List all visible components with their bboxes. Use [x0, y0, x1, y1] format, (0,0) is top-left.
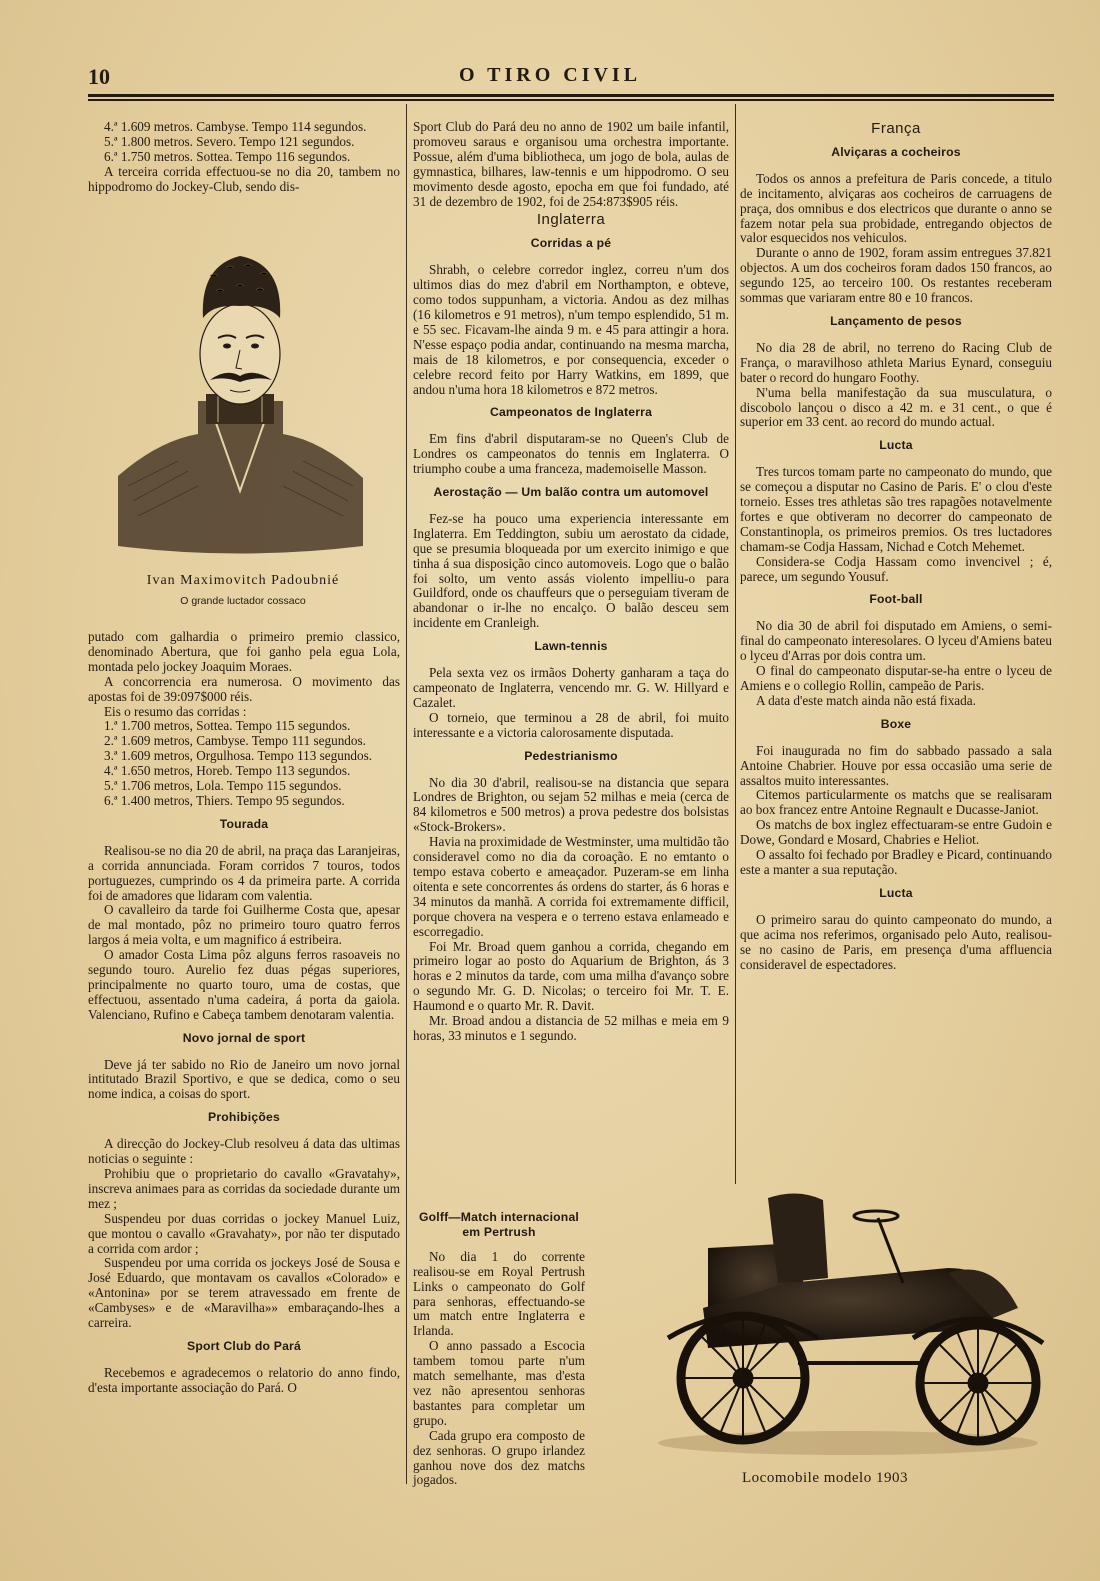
result-line: 6.ª 1.750 metros. Sottea. Tempo 116 segundos. — [104, 148, 351, 164]
result-line: 6.ª 1.400 metros, Thiers. Tempo 95 segundos. — [104, 792, 345, 808]
page-number: 10 — [88, 64, 110, 89]
column-2-golf — [413, 1210, 585, 1488]
paragraph: O final do campeonato disputar-se-ha entre o lyceu de Amiens e o collegio Rollin, campeão de Paris. — [740, 663, 1052, 693]
paragraph: Fez-se ha pouco uma experiencia interessante em Inglaterra. Em Teddington, subiu um aerostato da cidade, que se presumia bloqueada por um exercito inimigo e que tinha á sua disposição cinco automoveis. Logo que o balão foi solto, um vento assás violento impelliu-o para Guildford, onde os chauffeurs que o perseguiam tiveram de abandonar o ir-lhe no encalço. O balão desceu sem incidente em Cranleigh. — [413, 510, 729, 631]
paragraph: Suspendeu por uma corrida os jockeys José de Sousa e José Eduardo, que montavam os cavallos «Colorado» e «Antonina» por se terem atravessado em frente de «Cambyses» e de «Maravilha»» embaraçando-lhes a carreira. — [88, 1255, 400, 1331]
paragraph: No dia 1 do corrente realisou-se em Royal Pertrush Links o campeonato do Golf para senhoras, effectuando-se um match entre Inglaterra e Irlanda. — [413, 1248, 585, 1339]
paragraph: A data d'este match ainda não está fixada. — [756, 692, 976, 708]
paragraph: A concorrencia era numerosa. O movimento das apostas foi de 39:097$000 réis. — [88, 673, 400, 704]
section-heading: em Pertrush — [462, 1224, 536, 1239]
paragraph: Foi Mr. Broad quem ganhou a corrida, chegando em primeiro logar ao posto do Aquarium de Brighton, ás 3 horas e 2 minutos da tarde, com uma milha d'avanço sobre o segundo Mr. G. D. Nicolas; o terceiro foi Mr. T. E. Haumond e o quarto Mr. R. Davit. — [413, 938, 729, 1014]
section-heading: Lucta — [879, 438, 913, 453]
section-heading: Corridas a pé — [530, 236, 612, 251]
section-heading: Sport Club do Pará — [187, 1338, 301, 1353]
column-divider — [406, 104, 407, 1484]
paragraph: Realisou-se no dia 20 de abril, na praça das Laranjeiras, a corrida annunciada. Foram corridos 7 touros, todos portuguezes, cumprindo os 4 da primeira parte. A corrida foi de amadores que lidaram com valentia. — [88, 842, 400, 903]
column-3 — [740, 118, 1052, 972]
paragraph: Cada grupo era composto de dez senhoras. O grupo irlandez ganhou nove dos dez matchs jogados. — [413, 1427, 585, 1488]
header-rule-thin — [88, 99, 1054, 101]
paragraph: O assalto foi fechado por Bradley e Picard, continuando este a manter a sua reputação. — [740, 847, 1052, 877]
section-heading: Boxe — [880, 716, 912, 731]
masthead-title: O TIRO CIVIL — [458, 64, 642, 86]
paragraph: Foi inaugurada no fim do sabbado passado a sala Antoine Chabrier. Houve por essa occasião uma serie de assaltos muito interessantes. — [740, 742, 1052, 788]
result-line: 1.ª 1.700 metros, Sottea. Tempo 115 segundos. — [104, 718, 351, 734]
paragraph: Deve já ter sabido no Rio de Janeiro um novo jornal intitutado Brazil Sportivo, e que se dedica, como o seu nome indica, a coisas do sport. — [88, 1056, 400, 1102]
paragraph: Suspendeu por duas corridas o jockey Manuel Luiz, que montou o cavallo «Gravahaty», por não ter disputado a corrida com ardor ; — [88, 1210, 400, 1256]
result-line: 2.ª 1.609 metros, Cambyse. Tempo 111 segundos. — [104, 733, 366, 749]
paragraph: No dia 30 de abril foi disputado em Amiens, o semi-final do campeonato interesolares. O lyceu d'Amiens bateu o lyceu d'Arras por dois contra um. — [740, 618, 1052, 664]
paragraph: Recebemos e agradecemos o relatorio do anno findo, d'esta importante associação do Pará. O — [88, 1364, 400, 1395]
paragraph: Em fins d'abril disputaram-se no Queen's Club de Londres os campeonatos do tennis em Inglaterra. O triumpho coube a uma franceza, mademoiselle Masson. — [413, 431, 729, 477]
section-heading: Novo jornal de sport — [182, 1030, 306, 1045]
paragraph: O primeiro sarau do quinto campeonato do mundo, a que acima nos referimos, organisado pelo Auto, realisou-se no casino de Paris, em presença d'uma affluencia consideravel de espectadores. — [740, 911, 1052, 972]
result-line: 3.ª 1.609 metros, Orgulhosa. Tempo 113 segundos. — [104, 748, 373, 764]
paragraph: Considera-se Codja Hassam como invencivel ; é, parece, um segundo Yousuf. — [740, 553, 1052, 584]
section-heading: Lançamento de pesos — [830, 313, 962, 328]
column-2 — [413, 120, 729, 1044]
country-heading: França — [871, 120, 921, 137]
paragraph: Prohibiu que o proprietario do cavallo «Gravatahy», inscreva animaes para as corridas da sociedade durante um mez ; — [88, 1166, 400, 1211]
column-1-top — [88, 120, 400, 195]
paragraph: A terceira corrida effectuou-se no dia 20, tambem no hippodromo do Jockey-Club, sendo dis- — [88, 163, 400, 194]
section-heading: Alviçaras a cocheiros — [831, 144, 961, 159]
paragraph: Sport Club do Pará deu no anno de 1902 um baile infantil, promoveu saraus e organisou uma orchestra importante. Possue, além d'uma bibliotheca, um jogo de bola, aulas de gymnastica, bilhares, law-tennis e um hippodromo. O seu movimento desde agosto, epocha em que foi fundado, até 31 de dezembro de 1902, foi de 254:873$905 réis. — [413, 119, 729, 209]
section-heading: Pedestrianismo — [524, 748, 618, 763]
automobile-caption: Locomobile modelo 1903 — [742, 1470, 908, 1486]
paragraph: O cavalleiro da tarde foi Guilherme Costa que, apesar de mal montado, pôz no primeiro touro quatro ferros largos á meia volta, e um magnifico á estribeira. — [88, 902, 400, 948]
result-line: 4.ª 1.609 metros. Cambyse. Tempo 114 segundos. — [104, 119, 367, 134]
result-line: 5.ª 1.800 metros. Severo. Tempo 121 segundos. — [104, 133, 355, 149]
paragraph: O anno passado a Escocia tambem tomou parte n'um match semelhante, mas d'esta vez não apresentou senhoras bastantes para completar um grupo. — [413, 1338, 585, 1428]
paragraph: No dia 28 de abril, no terreno do Racing Club de França, o maravilhoso athleta Marius Eynard, conseguiu bater o record do hungaro Foothy. — [740, 339, 1052, 385]
section-heading: Aerostação — Um balão contra um automovel — [433, 485, 709, 500]
paragraph: N'uma bella manifestação da sua musculatura, o discobolo lançou o disco a 42 m. e 31 cent., o que é superior em 33 cent. ao record do mundo actual. — [740, 384, 1052, 430]
header-rule — [88, 94, 1054, 97]
paragraph: Todos os annos a prefeitura de Paris concede, a titulo de incitamento, alviçaras aos cocheiros de carruagens de praça, dos omnibus e dos electricos que durante o anno se fazem notar pela sua probidade, entregando objectos de valor esquecidos nos vehiculos. — [740, 170, 1052, 246]
section-heading: Lucta — [879, 885, 913, 900]
portrait-caption: Ivan Maximovitch Padoubnié — [146, 573, 340, 588]
section-heading: Tourada — [219, 816, 269, 831]
paragraph: Durante o anno de 1902, foram assim entregues 37.821 objectos. A um dos cocheiros foram dados 150 francos, ao segundo 125, ao terceiro 100. Os restantes receberam sommas que variaram entre 80 e 10 francos. — [740, 245, 1052, 306]
paragraph: Eis o resumo das corridas : — [104, 703, 247, 719]
column-1-bottom — [88, 630, 400, 1396]
paragraph: Os matchs de box inglez effectuaram-se entre Gudoin e Dowe, Gondard e Mosard, Chabries e Heliot. — [740, 817, 1052, 848]
section-heading: Lawn-tennis — [534, 639, 608, 654]
portrait-illustration — [118, 246, 363, 561]
paragraph: Citemos particularmente os matchs que se realisaram ao box francez entre Antoine Regnault e Ducasse-Janiot. — [740, 787, 1052, 818]
paragraph: O amador Costa Lima pôz alguns ferros rasoaveis no segundo touro. Aurelio fez duas pégas superiores, principalmente no quarto touro, uma de costas, que effectuou, assentado n'uma cadeira, á porta da gaiola. Valenciano, Rufino e Cabeça tambem denotaram valentia. — [88, 947, 400, 1022]
paragraph: No dia 30 d'abril, realisou-se na distancia que separa Londres de Brighton, ou sejam 52 milhas e meia (cerca de 84 kilometros e 500 metros) a prova pedestre dos bolsistas «Stock-Brokers». — [413, 774, 729, 835]
paragraph: Shrabh, o celebre corredor inglez, correu n'um dos ultimos dias do mez d'abril em Northampton, e obteve, como todos suppunham, a victoria. Andou as dez milhas (16 kilometros e 91 metros), n'um tempo esplendido, 51 m. e 55 sec. Ficavam-lhe ainda 9 m. e 45 para attingir a hora. N'esse espaço podia andar, continuando na mesma marcha, mais de 18 kilometros, e por consequencia, exceder o celebre record feito por Harry Watkins, em 1899, que andou n'uma hora 18 kilometros e 872 metros. — [413, 262, 729, 397]
section-heading: Campeonatos de Inglaterra — [489, 405, 653, 420]
automobile-illustration — [648, 1188, 1048, 1463]
portrait-subcaption: O grande luctador cossaco — [180, 595, 306, 607]
paragraph: O torneio, que terminou a 28 de abril, foi muito interessante e a victoria calorosamente disputada. — [413, 709, 729, 740]
paragraph: putado com galhardia o primeiro premio classico, denominado Abertura, que foi ganho pela egua Lola, montada pelo jockey Joaquim Moraes. — [88, 629, 400, 674]
section-heading: Foot-ball — [869, 592, 923, 607]
paragraph: Mr. Broad andou a distancia de 52 milhas e meia em 9 horas, 33 minutos e 1 segundo. — [413, 1013, 729, 1043]
paragraph: Pela sexta vez os irmãos Doherty ganharam a taça do campeonato de Inglaterra, vencendo mr. G. W. Hillyard e Cazalet. — [413, 665, 729, 710]
result-line: 4.ª 1.650 metros, Horeb. Tempo 113 segundos. — [104, 763, 351, 779]
result-line: 5.ª 1.706 metros, Lola. Tempo 115 segundos. — [104, 778, 342, 794]
country-heading: Inglaterra — [536, 211, 606, 229]
column-divider — [735, 104, 736, 1184]
section-heading: Golff—Match internacional — [418, 1210, 580, 1224]
section-heading: Prohibições — [208, 1110, 280, 1125]
paragraph: Tres turcos tomam parte no campeonato do mundo, que se começou a disputar no Casino de Paris. E' o clou d'este torneio. Esses tres athletas são tres rapagões notavelmente fortes e que obtiveram no decorrer do campeonato de Constantinopla, os primeiros premios. Os tres luctadores chamam-se Codja Hassam, Nichad e Cotch Mehemet. — [740, 464, 1052, 554]
paragraph: A direcção do Jockey-Club resolveu á data das ultimas noticias o seguinte : — [88, 1136, 400, 1167]
paragraph: Havia na proximidade de Westminster, uma multidão tão consideravel como no dia da coroação. E no emtanto o tempo estava coberto e ameaçador. Puzeram-se em linha oitenta e sete concorrentes ás ordens do starter, ás 6 horas e 34 minutos da manhã. A corrida foi extremamente difficil, porque chovera na vespera e o terreno estava enlameado e escorregadio. — [413, 834, 729, 939]
